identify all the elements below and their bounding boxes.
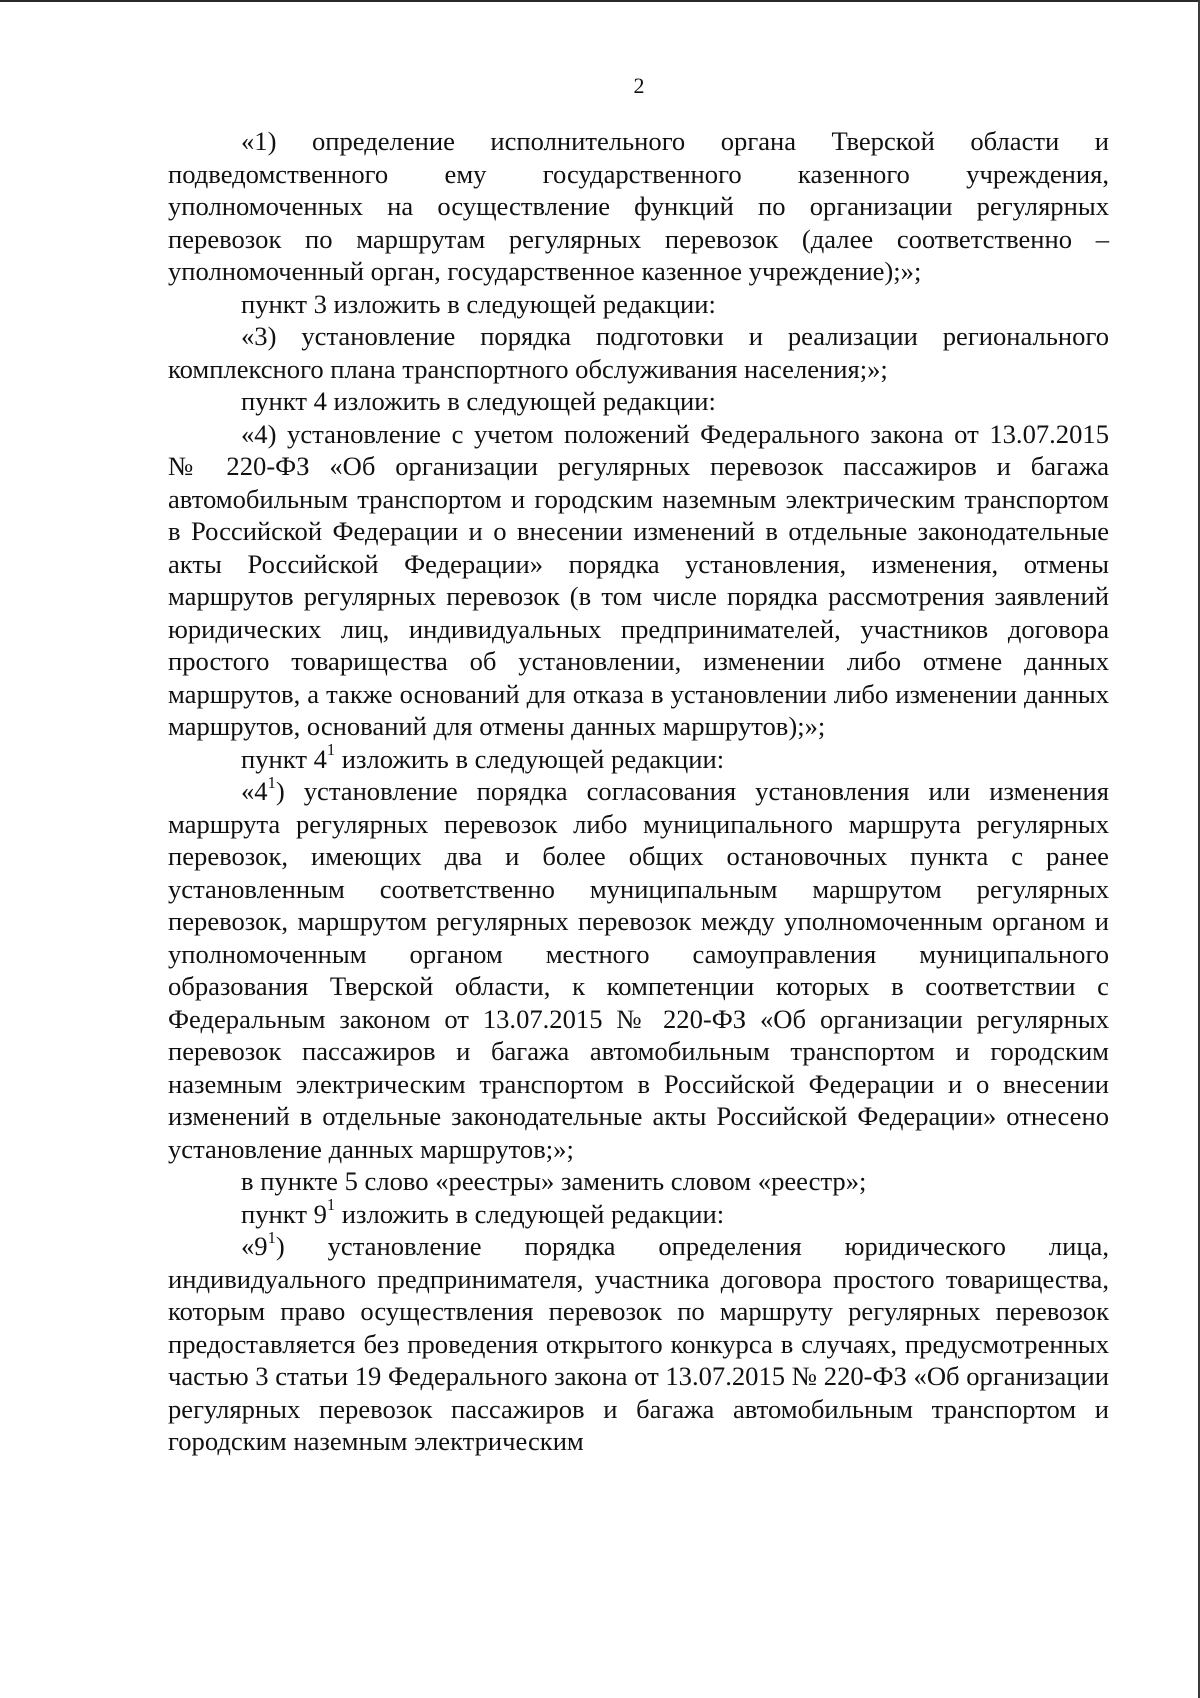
- superscript: 1: [326, 740, 336, 760]
- paragraph-text-before-sup: «9: [241, 1231, 268, 1261]
- paragraph-text-after-sup: ) установление порядка согласования установления или изменения маршрута регулярных перевозок либо муниципального маршрута регулярных перевозок, имеющих два и более общих остановочных пункта с ранее установленным соответственно муниципальным маршрутом регулярных перевозок, маршрутом регулярных перевозок между уполномоченным органом и уполномоченным органом местного самоуправления муниципального образования Тверской области, к компетенции которых в соответствии с Федеральным законом от 13.07.2015 № 220-ФЗ «Об организации регулярных перевозок пассажиров и багажа автомобильным транспортом и городским наземным электрическим транспортом в Российской Федерации и о внесении изменений в отдельные законодательные акты Российской Федерации» отнесено установление данных маршрутов;»;: [168, 776, 1109, 1164]
- paragraph-text-before-sup: пункт 4: [241, 743, 327, 774]
- paragraph-item-4: «4) установление с учетом положений Федерального закона от 13.07.2015 № 220-ФЗ «Об организации регулярных перевозок пассажиров и багажа автомобильным транспортом и городским наземным электрическим транспортом в Российской Федерации и о внесении изменений в отдельные законодательные акты Российской Федерации» порядка установления, изменения, отмены маршрутов регулярных перевозок (в том числе порядка рассмотрения заявлений юридических лиц, индивидуальных предпринимателей, участников договора простого товарищества об установлении, изменении либо отмене данных маршрутов, а также оснований для отказа в установлении либо изменении данных маршрутов, оснований для отмены данных маршрутов);»;: [168, 418, 1109, 741]
- paragraph-text-after-sup: ) установление порядка определения юридического лица, индивидуального предпринимателя, участника договора простого товарищества, которым право осуществления перевозок по маршруту регулярных перевозок предоставляется без проведения открытого конкурса в случаях, предусмотренных частью 3 статьи 19 Федерального закона от 13.07.2015 № 220-ФЗ «Об организации регулярных перевозок пассажиров и багажа автомобильным транспортом и городским наземным электрическим: [168, 1231, 1109, 1456]
- paragraph-item-4-1: [168, 772, 1109, 1165]
- paragraph-item-3-heading: пункт 3 изложить в следующей редакции:: [241, 288, 716, 319]
- paragraph-text-before-sup: пункт 9: [241, 1198, 327, 1229]
- superscript: 1: [267, 772, 276, 792]
- paragraph-item-9-1-heading: [168, 1195, 1109, 1231]
- paragraph-item-1: «1) определение исполнительного органа Тверской области и подведомственного ему государственного казенного учреждения, уполномоченных на осуществление функций по организации регулярных перевозок по маршрутам регулярных перевозок (далее соответственно – уполномоченный орган, государственное казенное учреждение);»;: [168, 126, 1109, 286]
- paragraph-item-5: в пункте 5 слово «реестры» заменить словом «реестр»;: [241, 1166, 867, 1196]
- paragraph-text-before-sup: «4: [241, 776, 268, 806]
- paragraph-text-after-sup: изложить в следующей редакции:: [335, 1198, 725, 1229]
- document-body: [168, 125, 1109, 1458]
- paragraph-item-9-1: [168, 1227, 1109, 1458]
- page-number: 2: [633, 73, 645, 98]
- paragraph-item-4-heading: пункт 4 изложить в следующей редакции:: [241, 386, 716, 416]
- paragraph-item-3: «3) установление порядка подготовки и реализации регионального комплексного плана транспортного обслуживания населения;»;: [168, 321, 1109, 384]
- paragraph-item-4-1-heading: [168, 740, 1109, 776]
- scan-edge-top: [0, 0, 1200, 2]
- superscript: 1: [267, 1227, 276, 1247]
- superscript: 1: [326, 1195, 336, 1215]
- paragraph-text-after-sup: изложить в следующей редакции:: [335, 743, 725, 774]
